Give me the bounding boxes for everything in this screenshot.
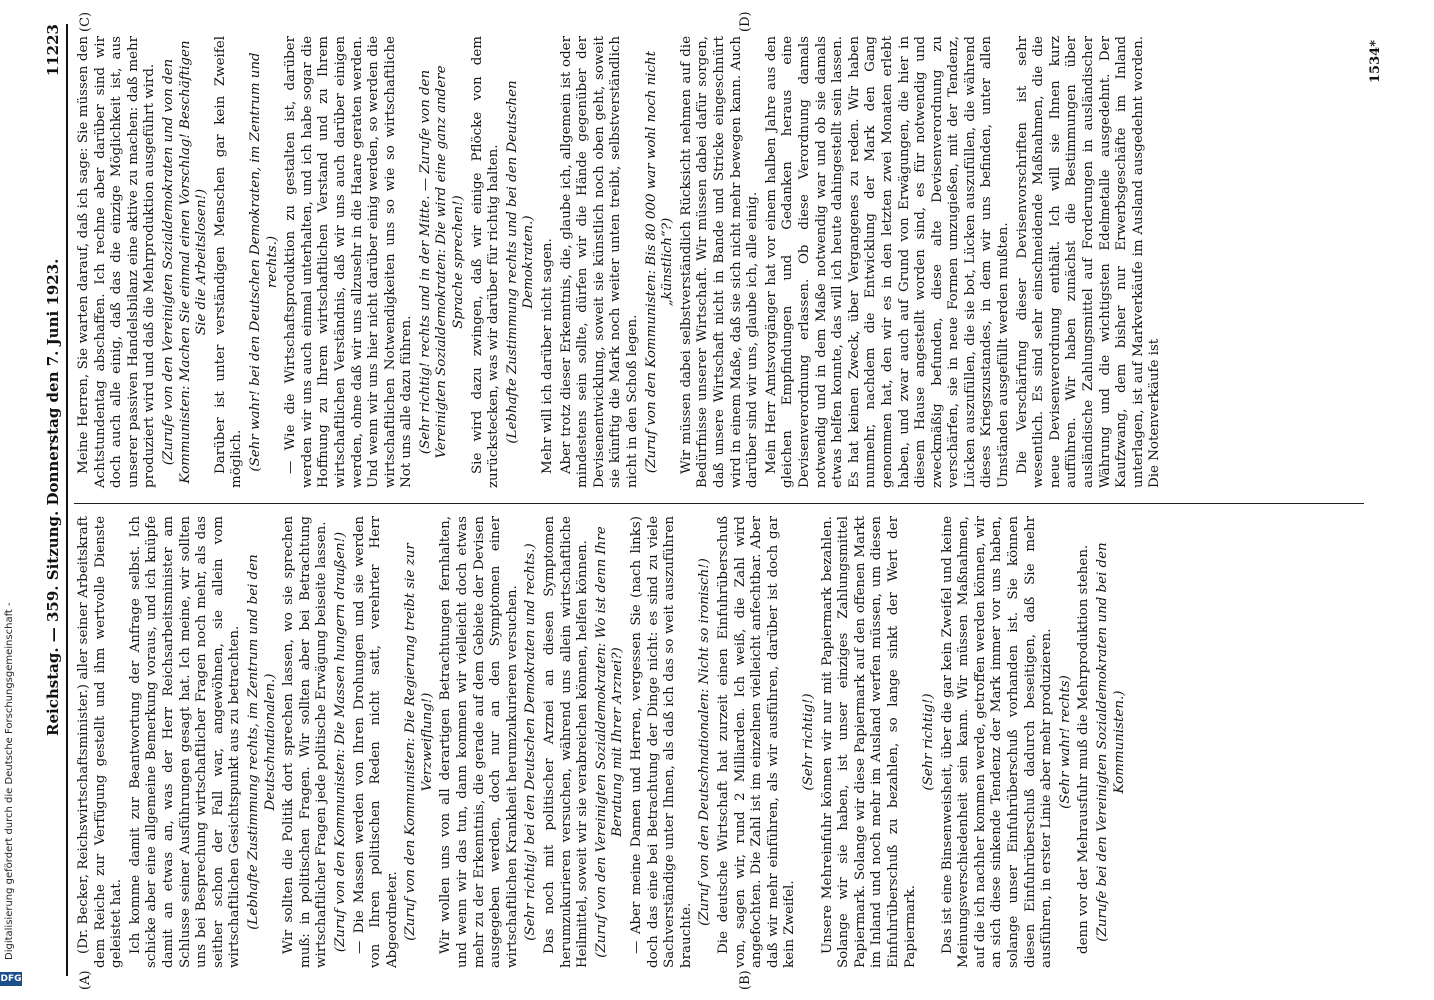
digitization-credit: Digitalisierung gefördert durch die Deutsche Forschungsgemeinschaft -: [4, 602, 15, 960]
interjection: (Zuruf von den Kommunisten: Bis 80 000 war wohl noch nicht „künstlich“?): [643, 50, 676, 474]
paragraph: denn vor der Mehrausfuhr muß die Mehrproduktion stehen.: [1076, 544, 1092, 954]
interjection: (Sehr wahr! bei den Deutschen Demokraten, im Zentrum und rechts.): [247, 52, 280, 472]
paragraph: — Wie die Wirtschaftsproduktion zu gestalten ist, darüber werden wir uns auch einmal unterhalten, und ich habe sogar die Hoffnung zu Ihrem wirtschaftlichen Verstand und zu Ihrem wirtschaftlichen Verständnis, daß wir uns auch darüber einigen werden, ohne daß wir uns allzusehr in die Haare geraten werden. Und wenn wir uns hier nicht darüber einig werden, so werden die wirtschaftlichen Notwendigkeiten uns so wie so wirtschaftliche Not uns alle dazu führen.: [283, 36, 415, 488]
interjection: (Sehr richtig! bei den Deutschen Demokraten und rechts.): [523, 543, 539, 941]
interjection: (Lebhafte Zustimmung rechts, im Zentrum und bei den Deutschnationalen.): [245, 554, 278, 930]
interjection: (Zuruf von den Deutschnationalen: Nicht so ironisch!): [697, 558, 713, 926]
right-column: [76, 36, 1166, 488]
interjection: (Zurufe von den Vereinigten Sozialdemokraten und von den Kommunisten: Machen Sie einmal einen Vorschlag! Beschäftigen Sie die Arbeitslosen!): [160, 40, 210, 484]
page-header: [44, 24, 68, 976]
interjection: (Zuruf von den Vereinigten Sozialdemokraten: Wo ist denn Ihre Beratung mit Ihrer Arznei?): [593, 526, 626, 958]
margin-marker-c: (C): [78, 11, 93, 32]
paragraph: — Aber meine Damen und Herren, vergessen Sie (nach links) doch das eine bei Betrachtung der Dinge nicht: es sind zu viele Sachverständige unter Ihnen, als daß ich das so weit auszuführen brauchte.: [629, 516, 694, 968]
paragraph: Mein Herr Amtsvorgänger hat vor einem halben Jahre aus den gleichen Empfindungen und Gedanken heraus eine Devisenverordnung erlassen. Ob diese Verordnung damals notwendig und in dem Maße notwendig war und ob sie damals etwas helfen konnte, das will ich heute dahingestellt sein lassen. Es hat keinen Zweck, über Vergangenes zu reden. Wir haben nunmehr, nachdem die Entwicklung der Mark den Gang genommen hat, den wir es in den letzten zwei Monaten erlebt haben, und zwar auch auf Grund von Erwägungen, die hier in diesem Hause angestellt worden sind, es für notwendig und zweckmäßig befunden, diese alte Devisenverordnung zu verschärfen, sie in neue Formen umzugießen, mit der Tendenz, Lücken auszufüllen, die sie bot, Lücken auszufüllen, die während dieses Kriegszustandes, in dem wir uns befinden, unter allen Umständen ausgefüllt werden mußten.: [763, 36, 1012, 488]
paragraph: Mehr will ich darüber nicht sagen.: [540, 238, 556, 474]
interjection: (Lebhafte Zustimmung rechts und bei den Deutschen Demokraten.): [504, 80, 537, 444]
interjection: (Zuruf von den Kommunisten: Die Regierung treibt sie zur Verzweiflung!): [403, 543, 435, 941]
paragraph: Aber trotz dieser Erkenntnis, die, glaube ich, allgemein ist oder mindestens sein sollte, dürfen wir die Hände gegenüber der Devisenentwicklung, soweit sie künstlich noch oben geht, soweit sie künftig die Mark noch weiter unten treibt, selbstverständlich nicht in den Schoß legen.: [558, 36, 640, 488]
interjection: (Zurufe bei den Vereinigten Sozialdemokraten und bei den Kommunisten.): [1095, 542, 1127, 942]
interjection: (Sehr wahr! rechts): [1057, 675, 1073, 809]
dfg-logo-icon: DFG: [0, 974, 22, 984]
document-page: [38, 0, 1434, 1000]
column-divider: [74, 503, 1364, 504]
paragraph: Wir sollten die Politik dort sprechen lassen, wo sie sprechen muß: in politischen Fragen. Wir sollten aber bei Betrachtung wirtschaftlicher Fragen jede politische Erwägung beiseite lassen.: [281, 516, 330, 968]
paragraph: Die Verschärfung dieser Devisenvorschriften ist sehr wesentlich. Es sind sehr einschneidende Maßnahmen, die die neue Devisenverordnung enthält. Ich will sie Ihnen kurz aufführen. Wir haben zunächst die Bestimmungen über ausländische Zahlungsmittel auf Forderungen in ausländischer Währung und die wichtigsten Edelmetalle ausgedehnt. Der Kaufzwang, dem bisher nur Erwerbsgeschäfte im Inland unterlagen, ist auf Markverkäufe im Ausland ausgedehnt worden. Die Notenverkäufe ist: [1014, 36, 1163, 488]
left-column: [76, 516, 1130, 968]
paragraph: Wir müssen dabei selbstverständlich Rücksicht nehmen auf die Bedürfnisse unserer Wirtschaft. Wir müssen dabei dafür sorgen, daß unsere Wirtschaft nicht in Bande und Stricke eingeschnürt wird in einem Maße, daß sie sich nicht mehr bewegen kann. Auch darüber sind wir uns, glaube ich, alle einig.: [678, 36, 761, 488]
paragraph: (Dr. Becker, Reichswirtschaftsminister.) aller seiner Arbeitskraft dem Reiche zur Verfügung gestellt und ihm wertvolle Dienste geleistet hat.: [76, 516, 125, 968]
margin-marker-a: (A): [78, 970, 93, 990]
footer-number: 1534*: [1368, 40, 1383, 83]
paragraph: — Die Massen werden von Ihren Drohungen und sie werden von Ihren politischen Reden nicht satt, verehrter Herr Abgeordneter.: [351, 516, 400, 968]
interjection: (Sehr richtig!): [921, 693, 937, 791]
paragraph: Sie wird dazu zwingen, daß wir einige Pflöcke von dem zurückstecken, was wir darüber für richtig halten.: [469, 36, 502, 488]
margin-marker-b: (B): [738, 970, 753, 990]
header-title: Reichstag. — 359. Sitzung. Donnerstag den 7. Juni 1923.: [44, 258, 62, 736]
paragraph: Darüber ist unter verständigen Menschen gar kein Zweifel möglich.: [212, 36, 245, 488]
header-page-number: 11223: [44, 24, 62, 77]
margin-marker-d: (D): [738, 11, 753, 32]
interjection: (Zuruf von den Kommunisten: Die Massen hungern draußen!): [332, 531, 348, 953]
interjection: (Sehr richtig!): [800, 693, 816, 791]
paragraph: Meine Herren, Sie warten darauf, daß ich sage: Sie müssen den Achtstundentag abschaffen. Ich rechne aber darüber sind wir doch auch alle einig, daß das die einzige Möglichkeit ist, aus unserer passiven Handelsbilanz eine aktive zu machen: daß mehr produziert wird und daß die Mehrproduktion ausgeführt wird.: [76, 36, 158, 488]
paragraph: Das noch mit politischer Arznei an diesen Symptomen herumzukurieren versuchen, während uns allein wirtschaftliche Heilmittel, soweit wir sie verabreichen können, helfen können.: [542, 516, 591, 968]
paragraph: Das ist eine Binsenweisheit, über die gar kein Zweifel und keine Meinungsverschiedenheit sein kann. Wir müssen Maßnahmen, auf die ich nachher kommen werde, getroffen werden können, wir an sich diese sinkende Tendenz der Mark immer vor uns haben, solange unser Einfuhrüberschuß vorhanden ist. Sie können diesen Einfuhrüberschuß dadurch beseitigen, daß Sie mehr ausführen, in erster Linie aber mehr produzieren.: [939, 516, 1055, 968]
paragraph: Unsere Mehreinfuhr können wir nur mit Papiermark bezahlen. Solange wir sie haben, ist unser einziges Zahlungsmittel Papiermark. Solange wir diese Papiermark auf den offenen Markt im Inland und noch mehr im Ausland werfen müssen, um diesen Einfuhrüberschuß zu bezahlen, so lange sinkt der Wert der Papiermark.: [819, 516, 918, 968]
interjection: (Sehr richtig! rechts und in der Mitte. — Zurufe von den Vereinigten Sozialdemokraten: Die wird eine ganz andere Sprache sprechen!): [417, 65, 467, 459]
paragraph: Die deutsche Wirtschaft hat zurzeit einen Einfuhrüberschuß von, sagen wir, rund 2 Milliarden. Ich weiß, die Zahl wird angefochten. Die Zahl ist im einzelnen vielleicht anfechtbar. Aber daß wir mehr einführen, als wir ausführen, darüber ist doch gar kein Zweifel.: [715, 516, 798, 968]
paragraph: Wir wollen uns von all derartigen Betrachtungen fernhalten, und wenn wir das tun, dann kommen wir vielleicht doch etwas mehr zu der Erkenntnis, die gerade auf dem Gebiete der Devisen ausgegeben werden, doch nur an den Symptomen einer wirtschaftlichen Krankheit herumzukurieren versuchen.: [438, 516, 520, 968]
paragraph: Ich komme damit zur Beantwortung der Anfrage selbst. Ich schicke aber eine allgemeine Bemerkung voraus, und ich knüpfe damit an etwas an, was der Herr Reichsarbeitsminister am Schlusse seiner Ausführungen gesagt hat. Ich meine, wir sollten uns bei Besprechung wirtschaftlicher Fragen noch mehr, als das seither schon der Fall war, angewöhnen, sie allein vom wirtschaftlichen Gesichtspunkt aus zu betrachten.: [127, 516, 243, 968]
